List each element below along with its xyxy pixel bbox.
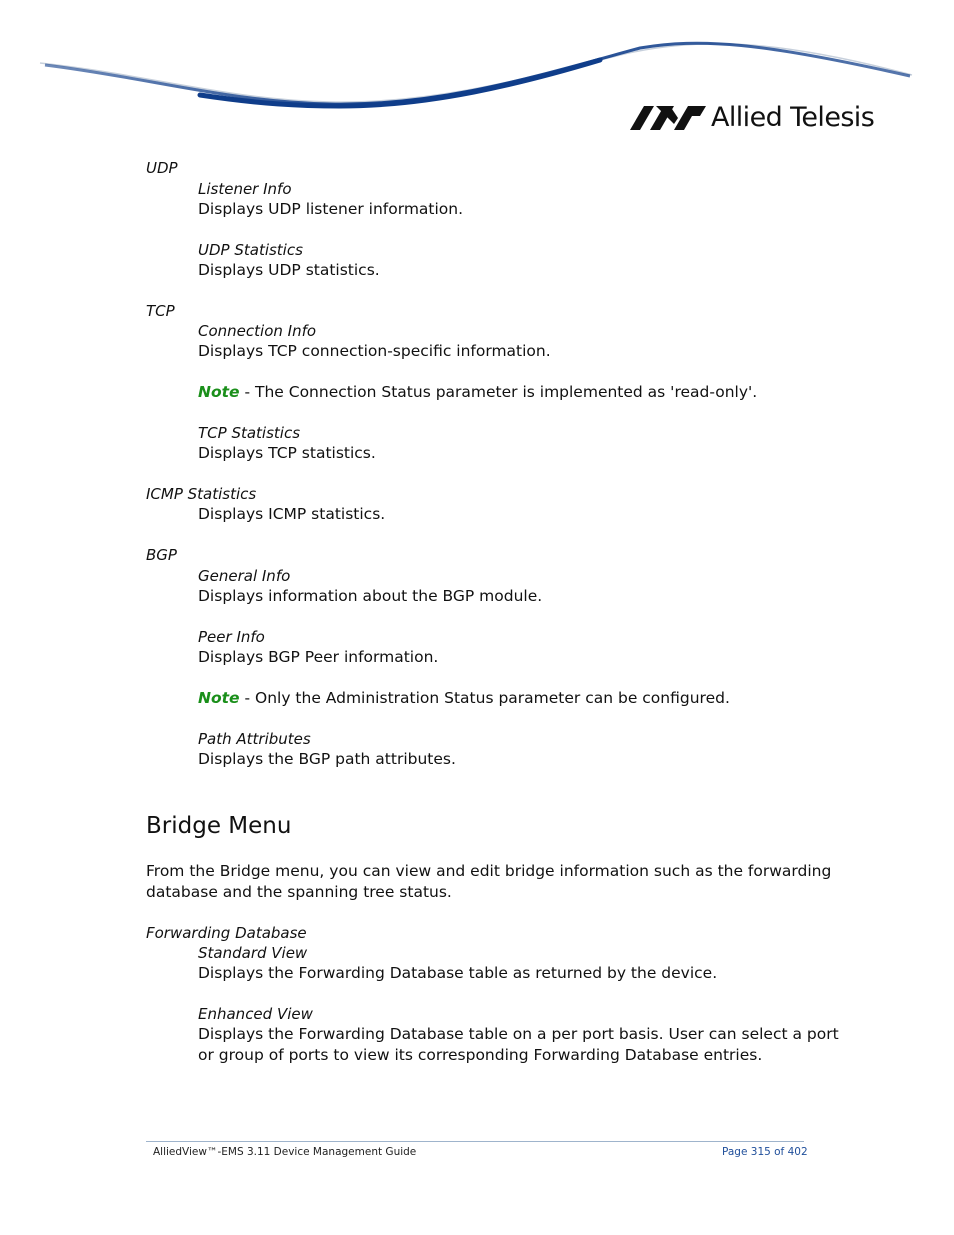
company-logo xyxy=(630,100,874,136)
enhanced-view-title: Enhanced View xyxy=(198,1005,313,1023)
logo-text: Allied Telesis xyxy=(711,102,875,133)
bgp-general-title: General Info xyxy=(198,567,291,585)
udp-listener-title: Listener Info xyxy=(198,180,292,198)
udp-stats-title: UDP Statistics xyxy=(198,241,303,259)
note-text: - Only the Administration Status parameter can be configured. xyxy=(239,689,730,707)
allied-telesis-logo-icon xyxy=(630,104,706,132)
bgp-peer-desc: Displays BGP Peer information. xyxy=(198,648,439,666)
footer-divider xyxy=(146,1141,804,1142)
bgp-path-title: Path Attributes xyxy=(198,730,311,748)
tcp-conn-desc: Displays TCP connection-specific information. xyxy=(198,342,551,360)
header-swoosh xyxy=(0,0,954,160)
bgp-peer-title: Peer Info xyxy=(198,628,265,646)
enhanced-view-desc-line2: or group of ports to view its corresponding Forwarding Database entries. xyxy=(198,1046,763,1064)
note-text: - The Connection Status parameter is implemented as 'read-only'. xyxy=(239,383,758,401)
bridge-menu-heading: Bridge Menu xyxy=(146,813,292,839)
tcp-conn-title: Connection Info xyxy=(198,322,317,340)
bgp-general-desc: Displays information about the BGP module. xyxy=(198,587,543,605)
tcp-stats-title: TCP Statistics xyxy=(198,424,301,442)
standard-view-title: Standard View xyxy=(198,944,308,962)
enhanced-view-desc-line1: Displays the Forwarding Database table on a per port basis. User can select a port xyxy=(198,1025,839,1043)
icmp-title: ICMP Statistics xyxy=(146,485,257,503)
udp-stats-desc: Displays UDP statistics. xyxy=(198,261,380,279)
footer-page-number: Page 315 of 402 xyxy=(722,1146,808,1158)
tcp-note xyxy=(198,382,757,402)
tcp-stats-desc: Displays TCP statistics. xyxy=(198,444,376,462)
udp-title: UDP xyxy=(146,159,178,177)
bridge-intro-line2: database and the spanning tree status. xyxy=(146,883,452,901)
tcp-title: TCP xyxy=(146,302,175,320)
note-label: Note xyxy=(198,383,240,401)
bgp-note xyxy=(198,688,730,708)
note-label: Note xyxy=(198,689,240,707)
icmp-desc: Displays ICMP statistics. xyxy=(198,505,386,523)
bgp-path-desc: Displays the BGP path attributes. xyxy=(198,750,456,768)
bgp-title: BGP xyxy=(146,546,177,564)
standard-view-desc: Displays the Forwarding Database table as returned by the device. xyxy=(198,964,718,982)
fdb-title: Forwarding Database xyxy=(146,924,307,942)
udp-listener-desc: Displays UDP listener information. xyxy=(198,200,464,218)
footer-document-title: AlliedView™-EMS 3.11 Device Management Guide xyxy=(153,1146,417,1158)
bridge-intro-line1: From the Bridge menu, you can view and edit bridge information such as the forwarding xyxy=(146,862,832,880)
